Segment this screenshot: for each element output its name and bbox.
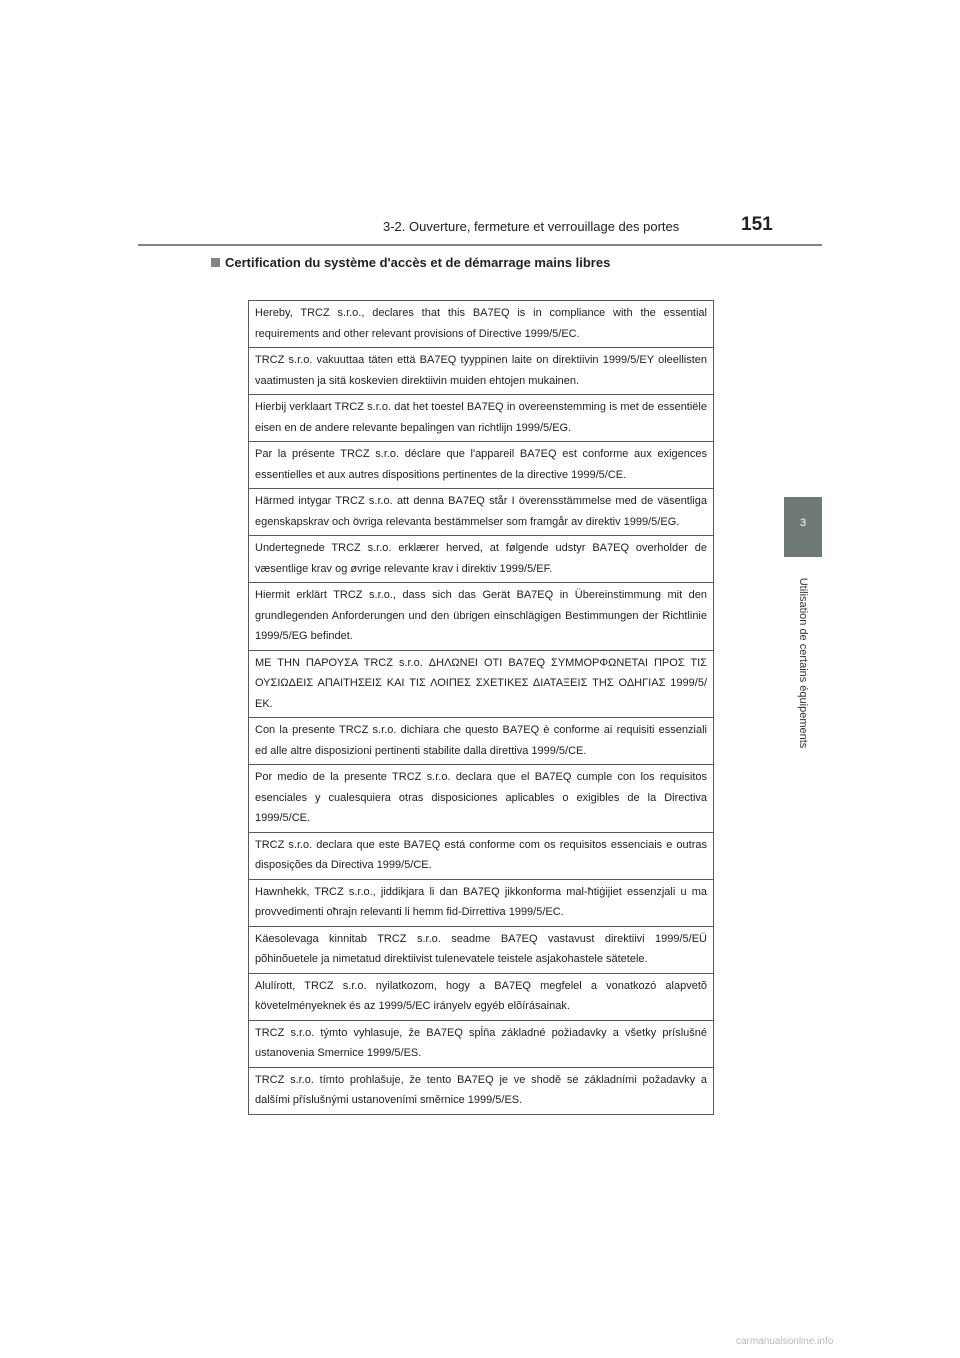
chapter-tab: [784, 497, 822, 557]
table-row: [249, 395, 714, 442]
declaration-cell: ΜΕ ΤΗΝ ΠΑΡΟΥΣΑ TRCZ s.r.o. ΔΗΛΩΝΕΙ ΟΤΙ BA7EQ ΣΥΜΜΟΡΦΩΝΕΤΑΙ ΠΡΟΣ ΤΙΣ ΟΥΣΙΩΔΕΙΣ ΑΠΑΙΤΗΣΕΙΣ ΚΑΙ ΤΙΣ ΛΟΙΠΕΣ ΣΧΕΤΙΚΕΣ ΔΙΑΤΑΞΕΙΣ ΤΗΣ ΟΔΗΓΙΑΣ 1999/5/ΕΚ.: [249, 650, 714, 718]
declaration-cell: TRCZ s.r.o. týmto vyhlasuje, že BA7EQ spĺňa základné požiadavky a všetky príslušné ustanovenia Smernice 1999/5/ES.: [249, 1020, 714, 1067]
watermark: carmanualsonline.info: [736, 1336, 834, 1347]
header-divider: [138, 244, 822, 246]
declaration-cell: Par la présente TRCZ s.r.o. déclare que l'appareil BA7EQ est conforme aux exigences essentielles et aux autres dispositions pertinentes de la directive 1999/5/CE.: [249, 442, 714, 489]
table-row: [249, 879, 714, 926]
section-heading: [211, 255, 610, 270]
chapter-number: 3: [799, 517, 807, 529]
section-heading-text: Certification du système d'accès et de démarrage mains libres: [225, 255, 611, 270]
declaration-cell: Undertegnede TRCZ s.r.o. erklærer herved, at følgende udstyr BA7EQ overholder de væsentlige krav og øvrige relevante krav i direktiv 1999/5/EF.: [249, 536, 714, 583]
table-row: [249, 301, 714, 348]
page-number: 151: [741, 214, 773, 235]
declaration-cell: Hiermit erklärt TRCZ s.r.o., dass sich das Gerät BA7EQ in Übereinstimmung mit den grundlegenden Anforderungen und den übrigen einschlägigen Bestimmungen der Richtlinie 1999/5/EG befindet.: [249, 583, 714, 651]
table-row: [249, 765, 714, 833]
table-row: [249, 348, 714, 395]
table-row: [249, 583, 714, 651]
table-row: [249, 536, 714, 583]
declaration-cell: Por medio de la presente TRCZ s.r.o. declara que el BA7EQ cumple con los requisitos esenciales y cualesquiera otras disposiciones aplicables o exigibles de la Directiva 1999/5/CE.: [249, 765, 714, 833]
declaration-cell: Härmed intygar TRCZ s.r.o. att denna BA7EQ står I överensstämmelse med de väsentliga egenskapskrav och övriga relevanta bestämmelser som framgår av direktiv 1999/5/EG.: [249, 489, 714, 536]
table-row: [249, 926, 714, 973]
declaration-cell: Hierbij verklaart TRCZ s.r.o. dat het toestel BA7EQ in overeenstemming is met de essentiële eisen en de andere relevante bepalingen van richtlijn 1999/5/EG.: [249, 395, 714, 442]
declaration-cell: Hereby, TRCZ s.r.o., declares that this BA7EQ is in compliance with the essential requirements and other relevant provisions of Directive 1999/5/EC.: [249, 301, 714, 348]
square-bullet-icon: [211, 258, 220, 267]
table-row: [249, 832, 714, 879]
declaration-cell: TRCZ s.r.o. vakuuttaa täten että BA7EQ tyyppinen laite on direktiivin 1999/5/EY oleellisten vaatimusten ja sitä koskevien direktiivin muiden ehtojen mukainen.: [249, 348, 714, 395]
declaration-cell: TRCZ s.r.o. tímto prohlašuje, že tento BA7EQ je ve shodě se základními požadavky a dalšími příslušnými ustanoveními směrnice 1999/5/ES.: [249, 1067, 714, 1114]
table-row: [249, 718, 714, 765]
declaration-cell: TRCZ s.r.o. declara que este BA7EQ está conforme com os requisitos essenciais e outras disposições da Directiva 1999/5/CE.: [249, 832, 714, 879]
declaration-cell: Hawnhekk, TRCZ s.r.o., jiddikjara li dan BA7EQ jikkonforma mal-ħtiġijiet essenzjali u ma provvedimenti oħrajn relevanti li hemm fid-Dirrettiva 1999/5/EC.: [249, 879, 714, 926]
header-title: 3-2. Ouverture, fermeture et verrouillage des portes: [383, 219, 680, 234]
chapter-label: Utilisation de certains équipements: [797, 577, 809, 749]
table-row: [249, 650, 714, 718]
declaration-cell: Con la presente TRCZ s.r.o. dichiara che questo BA7EQ è conforme ai requisiti essenziali ed alle altre disposizioni pertinenti stabilite dalla direttiva 1999/5/CE.: [249, 718, 714, 765]
declaration-cell: Alulírott, TRCZ s.r.o. nyilatkozom, hogy a BA7EQ megfelel a vonatkozó alapvetõ követelményeknek és az 1999/5/EC irányelv egyéb elõírásainak.: [249, 973, 714, 1020]
table-row: [249, 1020, 714, 1067]
declarations-table: [248, 300, 714, 1115]
table-row: [249, 442, 714, 489]
table-row: [249, 489, 714, 536]
declaration-cell: Käesolevaga kinnitab TRCZ s.r.o. seadme BA7EQ vastavust direktiivi 1999/5/EÜ põhinõuetele ja nimetatud direktiivist tulenevatele teistele asjakohastele sätetele.: [249, 926, 714, 973]
table-row: [249, 1067, 714, 1114]
table-row: [249, 973, 714, 1020]
